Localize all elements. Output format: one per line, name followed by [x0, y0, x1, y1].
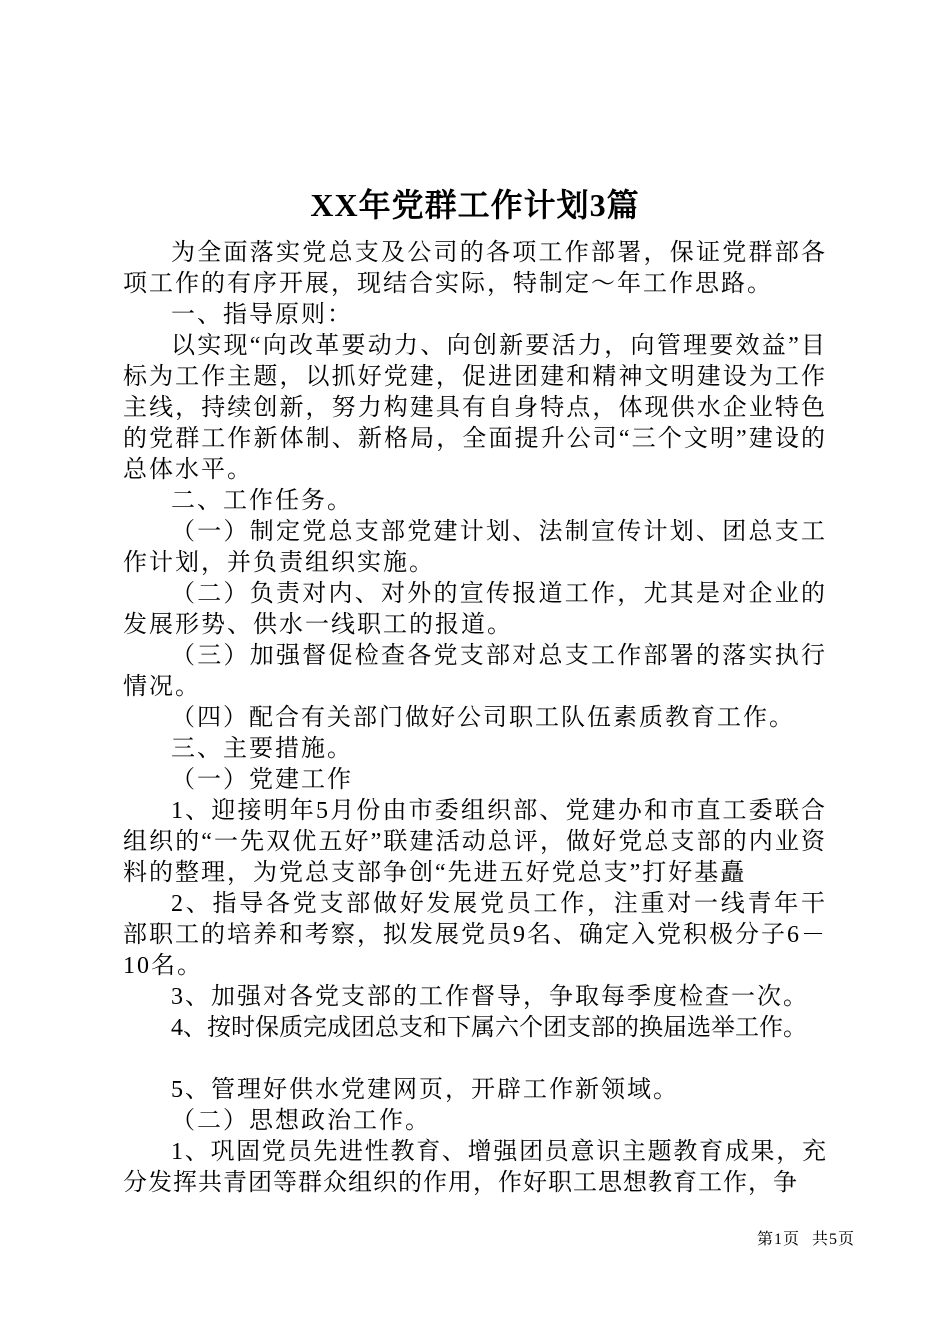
paragraph-blank	[123, 1044, 827, 1075]
page-footer	[757, 1226, 855, 1249]
document-title: XX年党群工作计划3篇	[310, 187, 640, 223]
page-number: 第1页	[756, 1231, 800, 1248]
paragraph-task-1: （一）制定党总支部党建计划、法制宣传计划、团总支工作计划，并负责组织实施。	[123, 519, 827, 576]
paragraph-subheading-2: （二）思想政治工作。	[171, 1108, 431, 1134]
paragraph-measure-2: 2、指导各党支部做好发展党员工作，注重对一线青年干部职工的培养和考察，拟发展党员9名、确定入党积极分子6－10名。	[123, 891, 827, 979]
paragraph-task-4: （四）配合有关部门做好公司职工队伍素质教育工作。	[171, 705, 795, 731]
paragraph-heading-1: 一、指导原则：	[171, 302, 353, 328]
paragraph-heading-3: 三、主要措施。	[171, 736, 353, 762]
paragraph-intro: 为全面落实党总支及公司的各项工作部署，保证党群部各项工作的有序开展，现结合实际，特制定～年工作思路。	[123, 240, 827, 297]
paragraph-ideology-1: 1、巩固党员先进性教育、增强团员意识主题教育成果，充分发挥共青团等群众组织的作用，作好职工思想教育工作，争	[123, 1139, 827, 1196]
paragraph-task-3: （三）加强督促检查各党支部对总支工作部署的落实执行情况。	[123, 643, 827, 700]
paragraph-measure-4: 4、按时保质完成团总支和下属六个团支部的换届选举工作。	[171, 1015, 807, 1041]
paragraph-measure-1: 1、迎接明年5月份由市委组织部、党建办和市直工委联合组织的“一先双优五好”联建活动总评，做好党总支部的内业资料的整理，为党总支部争创“先进五好党总支”打好基矗	[123, 798, 827, 886]
paragraph-principles: 以实现“向改革要动力、向创新要活力，向管理要效益”目标为工作主题，以抓好党建，促进团建和精神文明建设为工作主线，持续创新，努力构建具有自身特点，体现供水企业特色的党群工作新体制、新格局，全面提升公司“三个文明”建设的总体水平。	[123, 333, 827, 483]
paragraph-subheading-1: （一）党建工作	[171, 767, 353, 793]
paragraph-heading-2: 二、工作任务。	[171, 488, 353, 514]
paragraph-measure-3: 3、加强对各党支部的工作督导，争取每季度检查一次。	[171, 984, 809, 1010]
page-total: 共5页	[811, 1231, 855, 1248]
paragraph-task-2: （二）负责对内、对外的宣传报道工作，尤其是对企业的发展形势、供水一线职工的报道。	[123, 581, 827, 638]
document-body	[123, 238, 827, 1199]
paragraph-measure-5: 5、管理好供水党建网页，开辟工作新领域。	[171, 1077, 679, 1103]
